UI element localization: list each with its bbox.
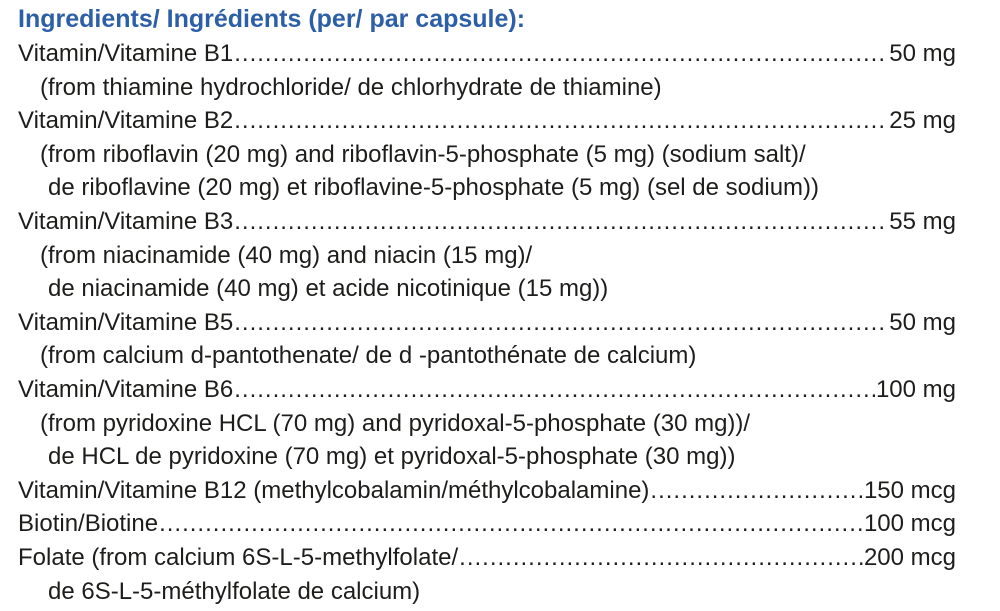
dot-leader — [234, 104, 888, 138]
ingredient-row-b5 — [18, 306, 956, 340]
ingredient-label: Vitamin/Vitamine B1 — [18, 40, 234, 67]
ingredient-row-biotin — [18, 507, 956, 541]
ingredient-source: (from thiamine hydrochloride/ de chlorhydrate de thiamine) — [40, 73, 662, 101]
ingredient-amount: 100 mg — [875, 375, 956, 403]
ingredient-amount: 50 mg — [889, 308, 956, 336]
ingredient-label: Folate (from calcium 6S-L-5-methylfolate/ — [18, 543, 459, 571]
ingredient-label: Vitamin/Vitamine B5 — [18, 308, 234, 336]
ingredient-row-b3 — [18, 205, 956, 239]
dot-leader — [234, 205, 888, 239]
ingredient-label: Vitamin/Vitamine B12 (methylcobalamin/méthylcobalamine) — [18, 476, 650, 504]
dot-leader — [234, 373, 875, 407]
ingredient-label: Vitamin/Vitamine B2 — [18, 107, 234, 135]
ingredient-amount: 25 mg — [889, 107, 956, 135]
dot-leader — [650, 474, 863, 508]
ingredient-row-b6 — [18, 373, 956, 407]
ingredient-source: (from riboflavin (20 mg) and riboflavin-5-phosphate (5 mg) (sodium salt)/ — [40, 140, 806, 168]
ingredient-row-folate — [18, 541, 956, 575]
ingredient-row-b12 — [18, 474, 956, 508]
ingredient-label: Vitamin/Vitamine B6 — [18, 375, 234, 403]
ingredient-source-french: de HCL de pyridoxine (70 mg) et pyridoxal-5-phosphate (30 mg)) — [48, 443, 736, 471]
dot-leader — [234, 37, 888, 71]
ingredient-row-b2 — [18, 104, 956, 138]
dot-leader — [459, 541, 863, 575]
ingredient-label: Biotin/Biotine — [18, 510, 159, 538]
ingredient-source: (from calcium d-pantothenate/ de d -pantothénate de calcium) — [40, 342, 697, 370]
ingredient-amount: 150 mcg — [863, 476, 956, 504]
ingredient-row-b1 — [18, 37, 956, 71]
ingredient-source-french: de riboflavine (20 mg) et riboflavine-5-phosphate (5 mg) (sel de sodium)) — [48, 174, 820, 202]
dot-leader — [159, 507, 863, 541]
ingredient-label: Vitamin/Vitamine B3 — [18, 207, 234, 235]
ingredient-amount: 100 mcg — [863, 510, 956, 538]
ingredient-source-french: de niacinamide (40 mg) et acide nicotinique (15 mg)) — [48, 275, 609, 303]
ingredient-amount: 200 mcg — [863, 543, 956, 571]
ingredient-source: (from pyridoxine HCL (70 mg) and pyridoxal-5-phosphate (30 mg))/ — [40, 409, 751, 437]
dot-leader — [234, 306, 888, 340]
ingredient-amount: 50 mg — [889, 40, 956, 67]
ingredient-source-french: de 6S-L-5-méthylfolate de calcium) — [48, 577, 421, 605]
ingredients-heading: Ingredients/ Ingrédients (per/ par capsule): — [18, 5, 526, 33]
ingredient-amount: 55 mg — [889, 207, 956, 235]
ingredient-source: (from niacinamide (40 mg) and niacin (15 mg)/ — [40, 241, 533, 269]
